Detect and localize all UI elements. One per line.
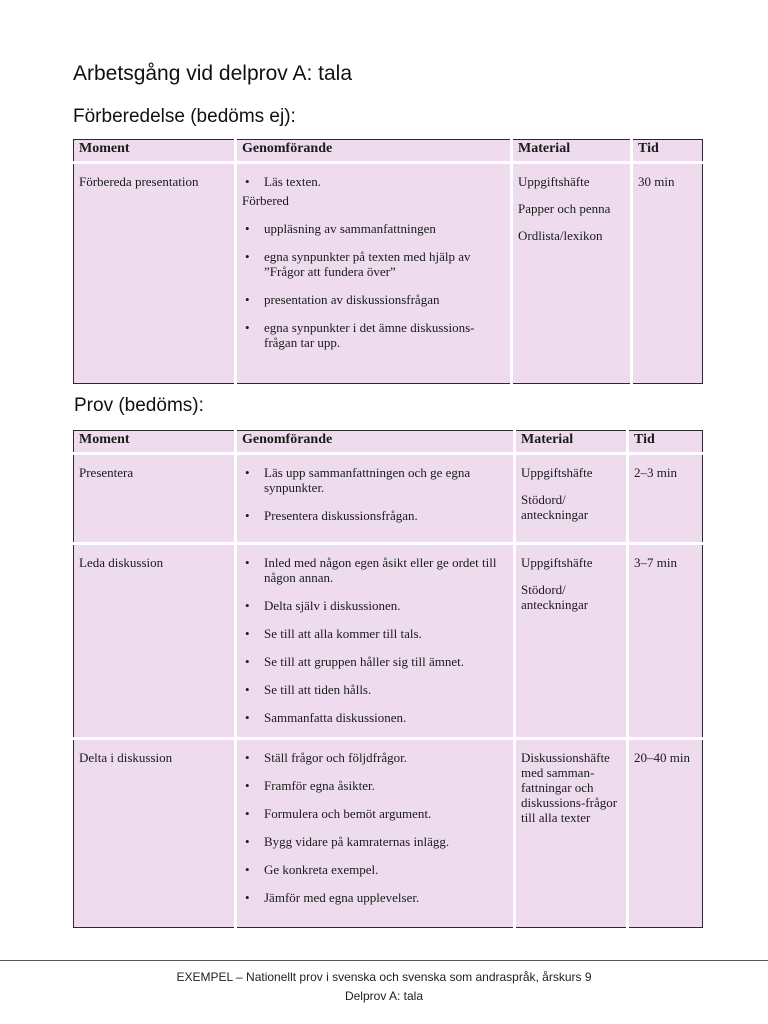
cell-moment: Presentera (74, 454, 236, 544)
prov-table (73, 430, 703, 928)
list-item: • uppläsning av sammanfattningen (242, 221, 505, 236)
material-item: Ordlista/lexikon (518, 228, 603, 243)
bullet-list (242, 750, 508, 905)
bullet-list (242, 465, 508, 523)
header-tid: Tid (628, 431, 703, 454)
list-item: • Se till att tiden hålls. (242, 682, 508, 697)
section-heading-prov: Prov (bedöms): (74, 395, 204, 416)
list-item: • Presentera diskussionsfrågan. (242, 508, 508, 523)
footer-subtitle: Delprov A: tala (344, 989, 424, 1003)
list-item: • Delta själv i diskussionen. (242, 598, 508, 613)
table-row (74, 163, 703, 384)
cell-tid: 30 min (632, 163, 703, 384)
intro-text: Förbered (242, 193, 289, 208)
list-item: • Jämför med egna upplevelser. (242, 890, 508, 905)
cell-tid: 3–7 min (628, 544, 703, 739)
material-item: Diskussionshäfte med samman-fattningar och diskussions-frågor till alla texter (521, 750, 618, 825)
table-header-row (74, 140, 703, 163)
forberedelse-table (73, 139, 703, 384)
cell-material (515, 454, 628, 544)
cell-tid: 20–40 min (628, 739, 703, 928)
material-item: Stödord/ anteckningar (521, 582, 589, 612)
material-item: Uppgiftshäfte (521, 555, 593, 570)
cell-tid: 2–3 min (628, 454, 703, 544)
list-item: • Se till att gruppen håller sig till ämnet. (242, 654, 508, 669)
bullet-list (242, 221, 505, 350)
cell-moment: Delta i diskussion (74, 739, 236, 928)
table-row (74, 454, 703, 544)
cell-genomforande (236, 544, 515, 739)
table-row (74, 739, 703, 928)
header-moment: Moment (74, 140, 236, 163)
header-material: Material (515, 431, 628, 454)
list-item: • Framför egna åsikter. (242, 778, 508, 793)
bullet-list (242, 174, 505, 189)
list-item: • Ge konkreta exempel. (242, 862, 508, 877)
material-item: Uppgiftshäfte (518, 174, 590, 189)
list-item: • Formulera och bemöt argument. (242, 806, 508, 821)
header-genomforande: Genomförande (236, 140, 512, 163)
section-heading-forberedelse: Förberedelse (bedöms ej): (73, 106, 296, 127)
table-header-row (74, 431, 703, 454)
list-item: • Bygg vidare på kamraternas inlägg. (242, 834, 508, 849)
header-genomforande: Genomförande (236, 431, 515, 454)
header-tid: Tid (632, 140, 703, 163)
cell-material (515, 739, 628, 928)
cell-genomforande (236, 739, 515, 928)
cell-genomforande (236, 163, 512, 384)
list-item: • Sammanfatta diskussionen. (242, 710, 508, 725)
cell-genomforande (236, 454, 515, 544)
material-item: Uppgiftshäfte (521, 465, 593, 480)
list-item: • Läs upp sammanfattningen och ge egna synpunkter. (242, 465, 508, 495)
list-item: • Läs texten. (242, 174, 505, 189)
cell-moment: Leda diskussion (74, 544, 236, 739)
header-material: Material (512, 140, 632, 163)
table-row (74, 544, 703, 739)
list-item: • Se till att alla kommer till tals. (242, 626, 508, 641)
cell-moment: Förbereda presentation (74, 163, 236, 384)
bullet-list (242, 555, 508, 725)
material-item: Stödord/ anteckningar (521, 492, 589, 522)
list-item: • Ställ frågor och följdfrågor. (242, 750, 508, 765)
material-item: Papper och penna (518, 201, 611, 216)
footer-text: EXEMPEL – Nationellt prov i svenska och svenska som andraspråk, årskurs 9 (176, 970, 592, 984)
list-item: • egna synpunkter på texten med hjälp av ”Frågor att fundera över” (242, 249, 505, 279)
cell-material (515, 544, 628, 739)
footer-divider (0, 960, 768, 961)
cell-material (512, 163, 632, 384)
list-item: • Inled med någon egen åsikt eller ge ordet till någon annan. (242, 555, 508, 585)
list-item: • presentation av diskussionsfrågan (242, 292, 505, 307)
list-item: • egna synpunkter i det ämne diskussions-frågan tar upp. (242, 320, 505, 350)
header-moment: Moment (74, 431, 236, 454)
page-title: Arbetsgång vid delprov A: tala (73, 62, 353, 85)
